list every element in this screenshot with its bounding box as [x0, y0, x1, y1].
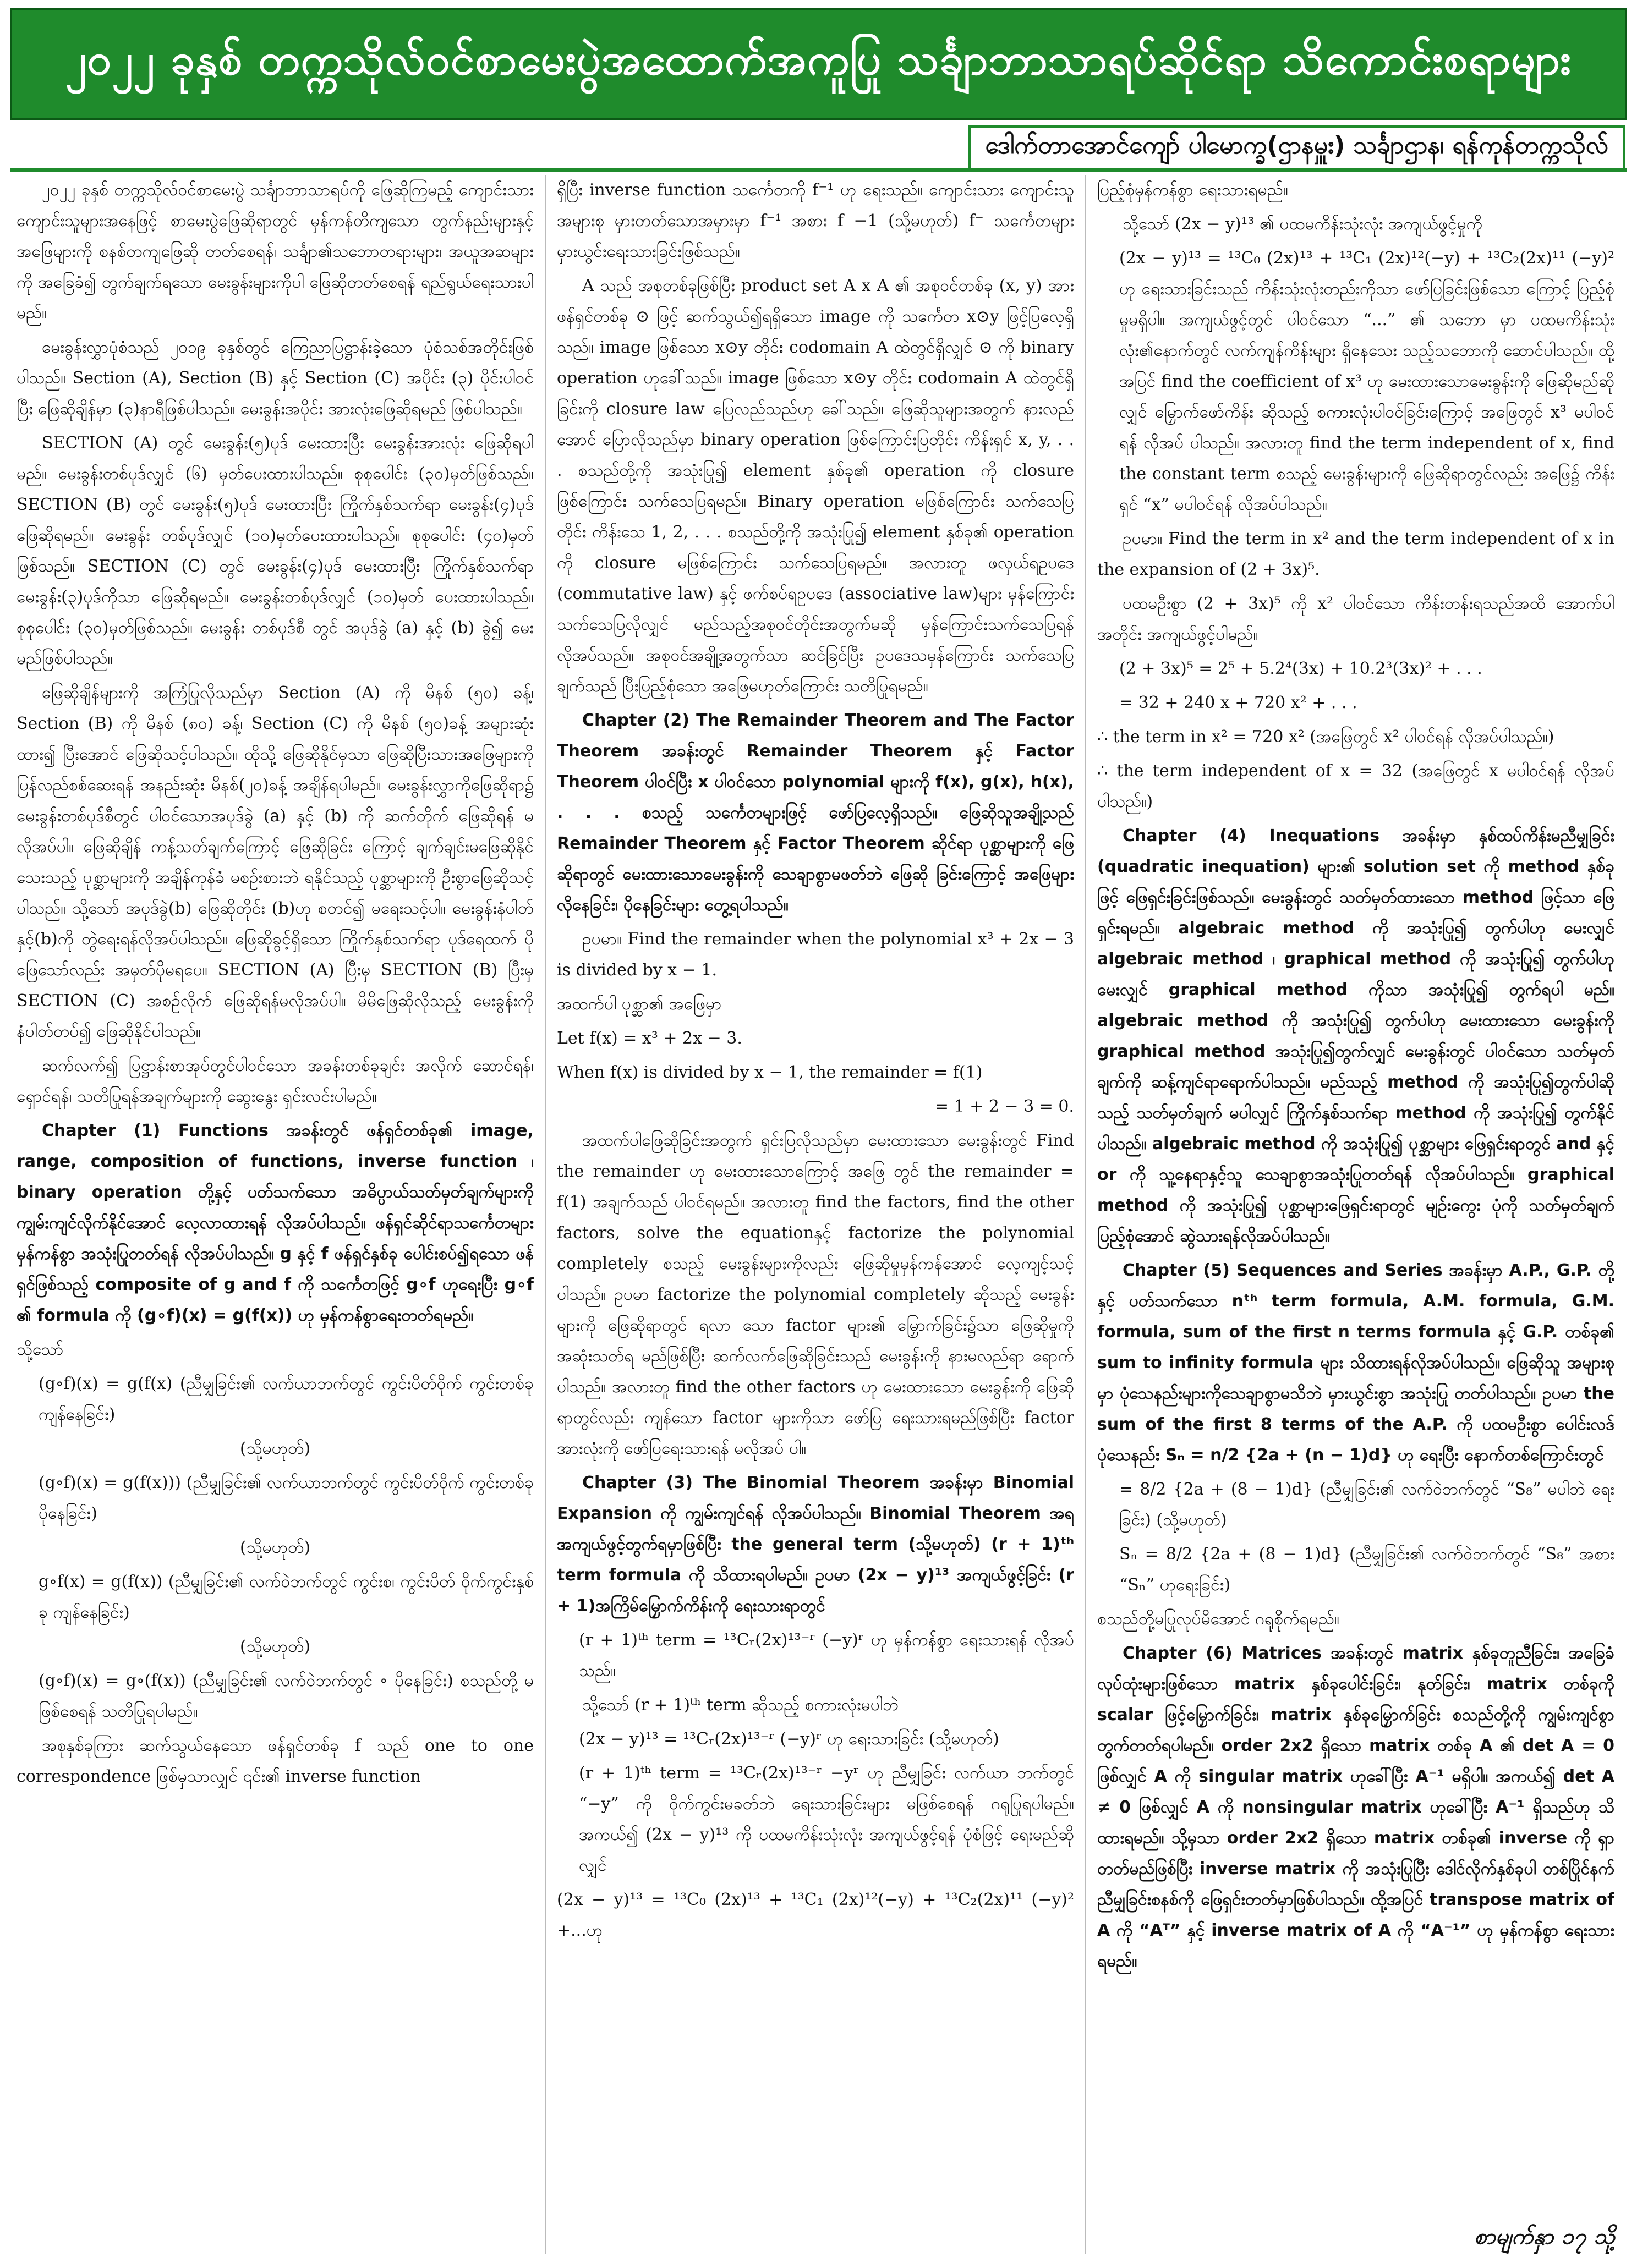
chapter-5-paragraph: Chapter (5) Sequences and Series အခန်းမှာ A.P., G.P. တို့နှင့် ပတ်သက်သော nᵗʰ term formula, A.M. formula, G.M. formula, sum of the first n terms formula နှင့် G.P. တစ်ခု၏ sum to infinity formula များ သိထားရန်လိုအပ်ပါသည်။ ဖြေဆိုသူ အများစုမှာ ပုံသေနည်းများကိုသေချာစွာမသိဘဲ မှားယွင်းစွာ အသုံးပြု တတ်ပါသည်။ ဥပမာ the sum of the first 8 terms of the A.P. ကို ပထမဦးစွာ ပေါင်းလဒ်ပုံသေနည်း Sₙ = n/2 {2a + (n − 1)d} ဟု ရေးပြီး နောက်တစ်ကြောင်းတွင် — [1097, 1261, 1614, 1465]
equation-note: (g∘f)(x) = g(f(x))) (ညီမျှခြင်း၏ လက်ယာဘက်တွင် ကွင်းပိတ်ဝိုက် ကွင်းတစ်ခု ပိုနေခြင်း) — [39, 1473, 534, 1523]
paragraph: အစုနှစ်ခုကြား ဆက်သွယ်နေသော ဖန်ရှင်တစ်ခု f သည် one to one correspondence ဖြစ်မှသာလျှင် ၎င်း၏ inverse function — [17, 1736, 534, 1786]
equation-line: (2 + 3x)⁵ = 2⁵ + 5.2⁴(3x) + 10.2³(3x)² + . . . — [1119, 659, 1482, 678]
paragraph: ၂၀၂၂ ခုနှစ် တက္ကသိုလ်ဝင်စာမေးပွဲ သင်္ချာဘာသာရပ်ကို ဖြေဆိုကြမည့် ကျောင်းသား ကျောင်းသူများအနေဖြင့် စာမေးပွဲဖြေဆိုရာတွင် မှန်ကန်တိကျသော တွက်နည်းများနှင့် အဖြေများကို စနစ်တကျဖြေဆို တတ်စေရန်၊ သင်္ချာ၏သဘောတရားများ၊ အယူအဆများကို အခြေခံ၍ တွက်ချက်ရသော မေးခွန်းများကိုပါ ဖြေဆိုတတ်စေရန် ရည်ရွယ်ရေးသားပါမည်။ — [17, 180, 534, 323]
paragraph: အထက်ပါဖြေဆိုခြင်းအတွက် ရှင်းပြလိုသည်မှာ မေးထားသော မေးခွန်းတွင် Find the remainder ဟု မေးထားသောကြောင့် အဖြေ တွင် the remainder = f(1) အချက်သည် ပါဝင်ရမည်။ အလားတူ find the factors, find the other factors, solve the equationနှင့် factorize the polynomial completely စသည့် မေးခွန်းများကိုလည်း ဖြေဆိုမှုမှန်ကန်အောင် လေ့ကျင့်သင့်ပါသည်။ ဥပမာ factorize the polynomial completely ဆိုသည့် မေးခွန်းများကို ဖြေဆိုရာတွင် ရလာ သော factor များ၏ မြှောက်ခြင်း၌သာ ဖြေဆိုမှုကို အဆုံးသတ်ရ မည်ဖြစ်ပြီး ဆက်လက်ဖြေဆိုခြင်းသည် မေးခွန်းကို နားမလည်ရာ ရောက်ပါသည်။ အလားတူ find the other factors ဟု မေးထားသော မေးခွန်းကို ဖြေဆိုရာတွင်လည်း ကျန်သော factor များကိုသာ ဖော်ပြ ရေးသားရမည်ဖြစ်ပြီး factor အားလုံးကို ဖော်ပြရေးသားရန် မလိုအပ် ပါ။ — [557, 1131, 1074, 1458]
paragraph: သို့သော် (2x − y)¹³ ၏ ပထမကိန်းသုံးလုံး အကျယ်ဖွင့်မှုကို — [1123, 215, 1483, 234]
paragraph: အထက်ပါ ပုစ္ဆာ၏ အဖြေမှာ — [557, 995, 722, 1014]
article-column-1 — [17, 175, 534, 2254]
equation-line: (2x − y)¹³ = ¹³C₀ (2x)¹³ + ¹³C₁ (2x)¹²(−y) + ¹³C₂(2x)¹¹ (−y)² +...ဟု — [557, 1890, 1074, 1940]
equation-line: ∴ the term in x² = 720 x² (အဖြေတွင် x² ပါဝင်ရန် လိုအပ်ပါသည်။) — [1097, 727, 1554, 746]
divider-rule — [10, 168, 1627, 172]
paragraph: SECTION (A) တွင် မေးခွန်း(၅)ပုဒ် မေးထားပြီး မေးခွန်းအားလုံး ဖြေဆိုရပါမည်။ မေးခွန်းတစ်ပုဒ်လျှင် (၆) မှတ်ပေးထားပါသည်။ စုစုပေါင်း (၃၀)မှတ်ဖြစ်သည်။ SECTION (B) တွင် မေးခွန်း(၅)ပုဒ် မေးထားပြီး ကြိုက်နှစ်သက်ရာ မေးခွန်း(၄)ပုဒ်ဖြေဆိုရမည်။ မေးခွန်း တစ်ပုဒ်လျှင် (၁၀)မှတ်ပေးထားပါသည်။ စုစုပေါင်း (၄၀)မှတ်ဖြစ်သည်။ SECTION (C) တွင် မေးခွန်း(၄)ပုဒ် မေးထားပြီး ကြိုက်နှစ်သက်ရာ မေးခွန်း(၃)ပုဒ်ကိုသာ ဖြေဆိုရမည်။ မေးခွန်းတစ်ပုဒ်လျှင် (၁၀)မှတ် ပေးထားပါသည်။ စုစုပေါင်း (၃၀)မှတ်ဖြစ်သည်။ မေးခွန်း တစ်ပုဒ်စီ တွင် အပုဒ်ခွဲ (a) နှင့် (b) ခွဲ၍ မေးမည်ဖြစ်ပါသည်။ — [17, 433, 534, 668]
paragraph: စသည်တို့မပြုလုပ်မိအောင် ဂရုစိုက်ရမည်။ — [1097, 1610, 1339, 1629]
paragraph: A သည် အစုတစ်ခုဖြစ်ပြီး product set A x A ၏ အစုဝင်တစ်ခု (x, y) အား ဖန်ရှင်တစ်ခု ⊙ ဖြင့် ဆက်သွယ်၍ရရှိသော image ကို သင်္ကေတ x⊙y ဖြင့်ပြလေ့ရှိသည်။ image ဖြစ်သော x⊙y တိုင်း codomain A ထဲတွင်ရှိလျှင် ⊙ ကို binary operation ဟုခေါ်သည်။ image ဖြစ်သော x⊙y တိုင်း codomain A ထဲတွင်ရှိခြင်းကို closure law ပြေလည်သည်ဟု ခေါ်သည်။ ဖြေဆိုသူများအတွက် နားလည် အောင် ပြောလိုသည်မှာ binary operation ဖြစ်ကြောင်းပြတိုင်း ကိန်းရှင် x, y, . . . စသည်တို့ကို အသုံးပြု၍ element နှစ်ခု၏ operation ကို closure ဖြစ်ကြောင်း သက်သေပြရမည်။ Binary operation မဖြစ်ကြောင်း သက်သေပြတိုင်း ကိန်းသေ 1, 2, . . . စသည်တို့ကို အသုံးပြု၍ element နှစ်ခု၏ operation ကို closure မဖြစ်ကြောင်း သက်သေပြရမည်။ အလားတူ ဖလှယ်ရဥပဒေ (commutative law) နှင့် ဖက်စပ်ရဥပဒေ (associative law)များ မှန်ကြောင်း သက်သေပြလိုလျှင် မည်သည့်အစုဝင်တိုင်းအတွက်မဆို မှန်ကြောင်းသက်သေပြရန် လိုအပ်သည်။ အစုဝင်အချို့အတွက်သာ ဆင်ခြင်ပြီး ဥပဒေသမှန်ကြောင်း သက်သေပြချက်သည် ပြီးပြည့်စုံသော အဖြေမဟုတ်ကြောင်း သတိပြုရမည်။ — [557, 276, 1074, 696]
article-column-3 — [1097, 175, 1614, 2254]
column-divider — [1085, 175, 1086, 2254]
paragraph: သို့သော် — [17, 1340, 64, 1359]
equation-line: (r + 1)ᵗʰ term = ¹³Cᵣ(2x)¹³⁻ʳ (−y)ʳ ဟု မှန်ကန်စွာ ရေးသားရန် လိုအပ်သည်။ — [579, 1630, 1074, 1681]
equation-line: (2x − y)¹³ = ¹³Cᵣ(2x)¹³⁻ʳ (−y)ʳ ဟု ရေးသားခြင်း (သို့မဟုတ်) — [579, 1729, 999, 1749]
article-column-2 — [557, 175, 1074, 2254]
example-paragraph: ဥပမာ။ Find the term in x² and the term independent of x in the expansion of (2 + 3x)⁵. — [1097, 529, 1614, 579]
or-label: (သို့မဟုတ်) — [239, 1439, 311, 1458]
equation-paragraph: (2x − y)¹³ = ¹³C₀ (2x)¹³ + ¹³C₁ (2x)¹²(−y) + ¹³C₂(2x)¹¹ (−y)² ဟု ရေးသားခြင်းသည် ကိန်းသုံးလုံးတည်းကိုသာ ဖော်ပြခြင်းဖြစ်သော ကြောင့် ပြည့်စုံမှုမရှိပါ။ အကျယ်ဖွင့်တွင် ပါဝင်သော “...” ၏ သဘော မှာ ပထမကိန်းသုံးလုံး၏နောက်တွင် လက်ကျန်ကိန်းများ ရှိနေသေး သည့်သဘောကို ဆောင်ပါသည်။ ထို့အပြင် find the coefficient of x³ ဟု မေးထားသောမေးခွန်းကို ဖြေဆိုမည်ဆိုလျှင် မြှောက်ဖော်ကိန်း ဆိုသည့် စကားလုံးပါဝင်ခြင်းကြောင့် အဖြေတွင် x³ မပါဝင်ရန် လိုအပ် ပါသည်။ အလားတူ find the term independent of x, find the constant term စသည့် မေးခွန်းများကို ဖြေဆိုရာတွင်လည်း အဖြေ၌ ကိန်းရှင် “x” မပါဝင်ရန် လိုအပ်ပါသည်။ — [1119, 249, 1614, 514]
continued-on-page: စာမျက်နှာ ၁၇ သို့ — [1474, 2224, 1615, 2249]
equation-note: (g∘f)(x) = g(f(x) (ညီမျှခြင်း၏ လက်ယာဘက်တွင် ကွင်းပိတ်ဝိုက် ကွင်းတစ်ခု ကျန်နေခြင်း) — [39, 1374, 534, 1424]
chapter-1-paragraph: Chapter (1) Functions အခန်းတွင် ဖန်ရှင်တစ်ခု၏ image, range, composition of functions, inverse function ၊ binary operation တို့နှင့် ပတ်သက်သော အဓိပ္ပာယ်သတ်မှတ်ချက်များကို ကျွမ်းကျင်လိုက်နိုင်အောင် လေ့လာထားရန် လိုအပ်ပါသည်။ ဖန်ရှင်ဆိုင်ရာသင်္ကေတများ မှန်ကန်စွာ အသုံးပြုတတ်ရန် လိုအပ်ပါသည်။ g နှင့် f ဖန်ရှင်နှစ်ခု ပေါင်းစပ်၍ရသော ဖန်ရှင်ဖြစ်သည့် composite of g and f ကို သင်္ကေတဖြင့် g∘f ဟုရေးပြီး g∘f ၏ formula ကို (g∘f)(x) = g(f(x)) ဟု မှန်ကန်စွာရေးတတ်ရမည်။ — [17, 1121, 534, 1325]
equation-line: ∴ the term independent of x = 32 (အဖြေတွင် x မပါဝင်ရန် လိုအပ်ပါသည်။) — [1097, 761, 1614, 811]
chapter-6-paragraph: Chapter (6) Matrices အခန်းတွင် matrix နှစ်ခုတူညီခြင်း၊ အခြေခံလုပ်ထုံးများဖြစ်သော matrix နှစ်ခုပေါင်းခြင်း၊ နုတ်ခြင်း၊ matrix တစ်ခုကို scalar ဖြင့်မြှောက်ခြင်း၊ matrix နှစ်ခုမြှောက်ခြင်း စသည်တို့ကို ကျွမ်းကျင်စွာတွက်တတ်ရပါမည်။ order 2x2 ရှိသော matrix တစ်ခု A ၏ det A = 0 ဖြစ်လျှင် A ကို singular matrix ဟုခေါ်ပြီး A⁻¹ မရှိပါ။ အကယ်၍ det A ≠ 0 ဖြစ်လျှင် A ကို nonsingular matrix ဟုခေါ်ပြီး A⁻¹ ရှိသည်ဟု သိထားရမည်။ သို့မှသာ order 2x2 ရှိသော matrix တစ်ခု၏ inverse ကို ရှာတတ်မည်ဖြစ်ပြီး inverse matrix ကို အသုံးပြုပြီး ဒေါင်လိုက်နှစ်ခုပါ တစ်ပြိုင်နက်ညီမျှခြင်းစနစ်ကို ဖြေရှင်းတတ်မှာဖြစ်ပါသည်။ ထို့အပြင် transpose matrix of A ကို “Aᵀ” နှင့် inverse matrix of A ကို “A⁻¹” ဟု မှန်ကန်စွာ ရေးသား ရမည်။ — [1097, 1644, 1614, 1971]
equation-line: = 8/2 {2a + (8 − 1)d} (ညီမျှခြင်း၏ လက်ဝဲဘက်တွင် “S₈” မပါဘဲ ရေးခြင်း) (သို့မဟုတ်) — [1119, 1480, 1614, 1530]
paragraph: ဖြေဆိုချိန်များကို အကြံပြုလိုသည်မှာ Section (A) ကို မိနစ် (၅၀) ခန့်၊ Section (B) ကို မိနစ် (၈၀) ခန့်၊ Section (C) ကို မိနစ် (၅၀)ခန့် အများဆုံးထား၍ ပြီးအောင် ဖြေဆိုသင့်ပါသည်။ ထိုသို့ ဖြေဆိုနိုင်မှသာ ဖြေဆိုပြီးသားအဖြေများကို ပြန်လည်စစ်ဆေးရန် အနည်းဆုံး မိနစ်(၂၀)ခန့် အချိန်ရပါမည်။ မေးခွန်းလွှာကိုဖြေဆိုရာ၌ မေးခွန်းတစ်ပုဒ်စီတွင် ပါဝင်သောအပုဒ်ခွဲ (a) နှင့် (b) ကို ဆက်တိုက် ဖြေဆိုရန် မလိုအပ်ပါ။ ဖြေဆိုချိန် ကန့်သတ်ချက်ကြောင့် ဖြေဆိုခြင်း ကြောင့် ချက်ချင်းမဖြေဆိုနိုင်သေးသည့် ပုစ္ဆာများကို အချိန်ကုန်ခံ မစဉ်းစားဘဲ ရနိုင်သည့် ပုစ္ဆာများကို ဦးစွာဖြေဆိုသင့်ပါသည်။ သို့သော် အပုဒ်ခွဲ(b) ဖြေဆိုတိုင်း (b)ဟု စတင်၍ မရေးသင့်ပါ။ မေးခွန်းနံပါတ်နှင့်(b)ကို တွဲရေးရန်လိုအပ်ပါသည်။ ဖြေဆိုခွင့်ရှိသော ကြိုက်နှစ်သက်ရာ ပုဒ်ရေထက် ပိုဖြေသော်လည်း အမှတ်ပိုမရပေ။ SECTION (A) ပြီးမှ SECTION (B) ပြီးမှ SECTION (C) အစဉ်လိုက် ဖြေဆိုရန်မလိုအပ်ပါ။ မိမိဖြေဆိုလိုသည့် မေးခွန်းကို နံပါတ်တပ်၍ ဖြေဆိုနိုင်ပါသည်။ — [17, 683, 534, 1041]
equation-line: Let f(x) = x³ + 2x − 3. — [557, 1029, 742, 1048]
paragraph: မေးခွန်းလွှာပုံစံသည် ၂၀၁၉ ခုနှစ်တွင် ကြေညာပြဋ္ဌာန်းခဲ့သော ပုံစံသစ်အတိုင်းဖြစ်ပါသည်။ Section (A), Section (B) နှင့် Section (C) အပိုင်း (၃) ပိုင်းပါဝင်ပြီး ဖြေဆိုချိန်မှာ (၃)နာရီဖြစ်ပါသည်။ မေးခွန်းအပိုင်း အားလုံးဖြေဆိုရမည် ဖြစ်ပါသည်။ — [17, 338, 534, 419]
paragraph: ဆက်လက်၍ ပြဋ္ဌာန်းစာအုပ်တွင်ပါဝင်သော အခန်းတစ်ခုချင်း အလိုက် ဆောင်ရန်၊ ရှောင်ရန်၊ သတိပြုရန်အချက်များကို ဆွေးနွေး ရှင်းလင်းပါမည်။ — [17, 1056, 534, 1106]
page-title: ၂၀၂၂ ခုနှစ် တက္ကသိုလ်ဝင်စာမေးပွဲအထောက်အကူပြု သင်္ချာဘာသာရပ်ဆိုင်ရာ သိကောင်းစရာများ — [65, 35, 1572, 85]
equation-line: = 32 + 240 x + 720 x² + . . . — [1119, 693, 1357, 712]
or-label: (သို့မဟုတ်) — [239, 1637, 311, 1656]
equation-line: Sₙ = 8/2 {2a + (8 − 1)d} (ညီမျှခြင်း၏ လက်ဝဲဘက်တွင် “S₈” အစား “Sₙ” ဟုရေးခြင်း) — [1119, 1545, 1614, 1595]
equation-note: g∘f(x) = g(f(x)) (ညီမျှခြင်း၏ လက်ဝဲဘက်တွင် ကွင်းစ၊ ကွင်းပိတ် ဝိုက်ကွင်းနှစ်ခု ကျန်နေခြင်း) — [39, 1572, 534, 1622]
paragraph: ရှိပြီး inverse function သင်္ကေတကို f⁻¹ ဟု ရေးသည်။ ကျောင်းသား ကျောင်းသူအများစု မှားတတ်သောအမှားမှာ f⁻¹ အစား f −1 (သို့မဟုတ်) f⁻ သင်္ကေတများ မှားယွင်းရေးသားခြင်းဖြစ်သည်။ — [557, 180, 1074, 261]
chapter-4-paragraph: Chapter (4) Inequations အခန်းမှာ နှစ်ထပ်ကိန်းမညီမျှခြင်း (quadratic inequation) များ၏ solution set ကို method နှစ်ခုဖြင့် ဖြေရှင်းခြင်းဖြစ်သည်။ မေးခွန်းတွင် သတ်မှတ်ထားသော method ဖြင့်သာ ဖြေရှင်းရမည်။ algebraic method ကို အသုံးပြု၍ တွက်ပါဟု မေးလျှင် algebraic method ၊ graphical method ကို အသုံးပြု၍ တွက်ပါဟု မေးလျှင် graphical method ကိုသာ အသုံးပြု၍ တွက်ရပါ မည်။ algebraic method ကို အသုံးပြု၍ တွက်ပါဟု မေးထားသော မေးခွန်းကို graphical method အသုံးပြု၍တွက်လျှင် မေးခွန်းတွင် ပါဝင်သော သတ်မှတ်ချက်ကို ဆန့်ကျင်ရာရောက်ပါသည်။ မည်သည့် method ကို အသုံးပြု၍တွက်ပါဆိုသည့် သတ်မှတ်ချက် မပါလျှင် ကြိုက်နှစ်သက်ရာ method ကို အသုံးပြု၍ တွက်နိုင်ပါသည်။ algebraic method ကို အသုံးပြု၍ ပုစ္ဆာများ ဖြေရှင်းရာတွင် and နှင့် or ကို သူ့နေရာနှင့်သူ သေချာစွာအသုံးပြုတတ်ရန် လိုအပ်ပါသည်။ graphical method ကို အသုံးပြု၍ ပုစ္ဆာများဖြေရှင်းရာတွင် မျဉ်းကွေး ပုံကို သတ်မှတ်ချက် ပြည့်စုံအောင် ဆွဲသားရန်လိုအပ်ပါသည်။ — [1097, 826, 1614, 1246]
equation-line: (r + 1)ᵗʰ term = ¹³Cᵣ(2x)¹³⁻ʳ −yʳ ဟု ညီမျှခြင်း လက်ယာ ဘက်တွင် “−y” ကို ဝိုက်ကွင်းမခတ်ဘဲ ရေးသားခြင်းများ မဖြစ်စေရန် ဂရုပြုရပါမည်။ အကယ်၍ (2x − y)¹³ ကို ပထမကိန်းသုံးလုံး အကျယ်ဖွင့်ရန် ပုံစံဖြင့် ရေးမည်ဆိုလျှင် — [579, 1764, 1074, 1875]
paragraph: သို့သော် (r + 1)ᵗʰ term ဆိုသည့် စကားလုံးမပါဘဲ — [582, 1695, 899, 1715]
chapter-3-paragraph: Chapter (3) The Binomial Theorem အခန်းမှာ Binomial Expansion ကို ကျွမ်းကျင်ရန် လိုအပ်ပါသည်။ Binomial Theorem အရ အကျယ်ဖွင့်တွက်ရမှာဖြစ်ပြီး the general term (သို့မဟုတ်) (r + 1)ᵗʰ term formula ကို သိထားရပါမည်။ ဥပမာ (2x − y)¹³ အကျယ်ဖွင့်ခြင်း (r + 1)အကြိမ်မြှောက်ကိန်းကို ရေးသားရာတွင် — [557, 1473, 1074, 1616]
title-banner — [10, 8, 1627, 120]
paragraph: ပြည့်စုံမှန်ကန်စွာ ရေးသားရမည်။ — [1097, 180, 1288, 200]
equation-line: When f(x) is divided by x − 1, the remainder = f(1) — [557, 1063, 983, 1082]
column-divider — [545, 175, 546, 2254]
author-byline: ဒေါက်တာအောင်ကျော် ပါမောက္ခ(ဌာနမှူး) သင်္ချာဌာန၊ ရန်ကုန်တက္ကသိုလ် — [968, 125, 1625, 171]
equation-line: = 1 + 2 − 3 = 0. — [934, 1097, 1074, 1116]
paragraph: ပထမဦးစွာ (2 + 3x)⁵ ကို x² ပါဝင်သော ကိန်းတန်းရသည်အထိ အောက်ပါအတိုင်း အကျယ်ဖွင့်ပါမည်။ — [1097, 594, 1614, 644]
chapter-2-paragraph: Chapter (2) The Remainder Theorem and The Factor Theorem အခန်းတွင် Remainder Theorem နှင့် Factor Theorem ပါဝင်ပြီး x ပါဝင်သော polynomial များကို f(x), g(x), h(x), . . . စသည့် သင်္ကေတများဖြင့် ဖော်ပြလေ့ရှိသည်။ ဖြေဆိုသူအချို့သည် Remainder Theorem နှင့် Factor Theorem ဆိုင်ရာ ပုစ္ဆာများကို ဖြေဆိုရာတွင် မေးထားသောမေးခွန်းကို သေချာစွာမဖတ်ဘဲ ဖြေဆို ခြင်းကြောင့် အဖြေများ လိုနေခြင်း၊ ပိုနေခြင်းများ တွေ့ရပါသည်။ — [557, 711, 1074, 915]
or-label: (သို့မဟုတ်) — [239, 1538, 311, 1557]
example-paragraph: ဥပမာ။ Find the remainder when the polynomial x³ + 2x − 3 is divided by x − 1. — [557, 930, 1074, 980]
equation-note: (g∘f)(x) = g∘(f(x)) (ညီမျှခြင်း၏ လက်ဝဲဘက်တွင် ∘ ပိုနေခြင်း) စသည်တို့ မဖြစ်စေရန် သတိပြုရပါမည်။ — [39, 1671, 534, 1721]
